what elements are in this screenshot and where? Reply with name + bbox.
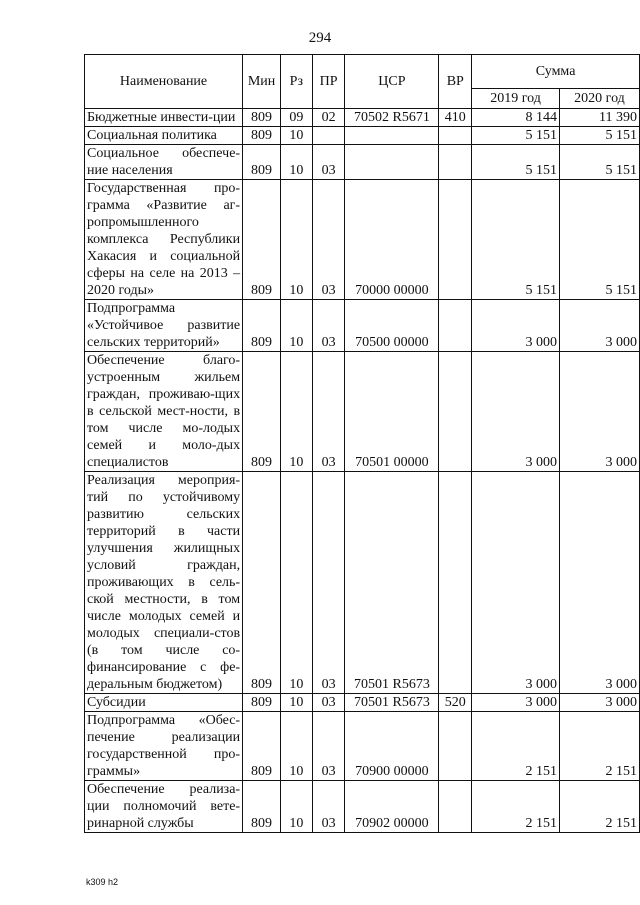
cell-pr: 03 xyxy=(312,180,345,300)
cell-rz: 10 xyxy=(280,127,312,145)
cell-name: Подпрограмма «Устойчивое развитие сельских территорий» xyxy=(85,300,243,352)
cell-vr xyxy=(439,352,472,472)
cell-csr: 70500 00000 xyxy=(345,300,439,352)
cell-2019: 5 151 xyxy=(472,180,560,300)
cell-pr: 03 xyxy=(312,352,345,472)
cell-csr xyxy=(345,145,439,180)
table-row xyxy=(85,781,640,833)
cell-rz: 10 xyxy=(280,712,312,781)
cell-csr: 70501 R5673 xyxy=(345,694,439,712)
table-row xyxy=(85,472,640,694)
cell-pr xyxy=(312,127,345,145)
header-pr: ПР xyxy=(312,55,345,109)
cell-2020: 3 000 xyxy=(559,694,639,712)
cell-pr: 02 xyxy=(312,109,345,127)
cell-csr: 70501 00000 xyxy=(345,352,439,472)
cell-2020: 2 151 xyxy=(559,712,639,781)
cell-2020: 11 390 xyxy=(559,109,639,127)
table-row xyxy=(85,145,640,180)
cell-2019: 5 151 xyxy=(472,127,560,145)
cell-2019: 8 144 xyxy=(472,109,560,127)
cell-min: 809 xyxy=(243,712,281,781)
table-row xyxy=(85,712,640,781)
header-rz: Рз xyxy=(280,55,312,109)
cell-2019: 2 151 xyxy=(472,781,560,833)
cell-min: 809 xyxy=(243,694,281,712)
cell-vr xyxy=(439,180,472,300)
cell-2020: 5 151 xyxy=(559,127,639,145)
cell-pr: 03 xyxy=(312,145,345,180)
cell-2019: 5 151 xyxy=(472,145,560,180)
cell-2020: 3 000 xyxy=(559,300,639,352)
cell-name: Бюджетные инвести-ции xyxy=(85,109,243,127)
header-vr: ВР xyxy=(439,55,472,109)
cell-min: 809 xyxy=(243,300,281,352)
cell-min: 809 xyxy=(243,781,281,833)
cell-csr: 70900 00000 xyxy=(345,712,439,781)
header-min: Мин xyxy=(243,55,281,109)
table-row xyxy=(85,352,640,472)
cell-pr: 03 xyxy=(312,472,345,694)
cell-vr xyxy=(439,127,472,145)
cell-csr: 70502 R5671 xyxy=(345,109,439,127)
cell-2020: 2 151 xyxy=(559,781,639,833)
cell-name: Социальное обеспече-ние населения xyxy=(85,145,243,180)
cell-vr: 520 xyxy=(439,694,472,712)
cell-csr: 70501 R5673 xyxy=(345,472,439,694)
cell-2020: 3 000 xyxy=(559,472,639,694)
cell-pr: 03 xyxy=(312,694,345,712)
cell-vr xyxy=(439,472,472,694)
cell-2019: 3 000 xyxy=(472,300,560,352)
cell-vr: 410 xyxy=(439,109,472,127)
cell-min: 809 xyxy=(243,180,281,300)
cell-name: Субсидии xyxy=(85,694,243,712)
footer-code: k309 h2 xyxy=(86,877,119,887)
table-row xyxy=(85,180,640,300)
cell-rz: 10 xyxy=(280,352,312,472)
cell-rz: 10 xyxy=(280,300,312,352)
cell-2020: 5 151 xyxy=(559,145,639,180)
page-number: 294 xyxy=(308,30,332,46)
cell-2019: 3 000 xyxy=(472,694,560,712)
cell-rz: 10 xyxy=(280,180,312,300)
cell-vr xyxy=(439,300,472,352)
cell-name: Обеспечение реализа-ции полномочий вете-ринарной службы xyxy=(85,781,243,833)
cell-2019: 3 000 xyxy=(472,352,560,472)
header-sum: Сумма xyxy=(472,55,640,89)
cell-name: Реализация мероприя-тий по устойчивому развитию сельских территорий в части улучшения жилищных условий граждан, проживающих в сель-ской местности, в том числе молодых семей и молодых специали-стов (в том числе со-финансирование с фе-деральным бюджетом) xyxy=(85,472,243,694)
cell-rz: 09 xyxy=(280,109,312,127)
header-year-2020: 2020 год xyxy=(559,89,639,109)
cell-name: Социальная политика xyxy=(85,127,243,145)
cell-2020: 5 151 xyxy=(559,180,639,300)
cell-pr: 03 xyxy=(312,300,345,352)
cell-vr xyxy=(439,781,472,833)
header-year-2019: 2019 год xyxy=(472,89,560,109)
cell-csr: 70000 00000 xyxy=(345,180,439,300)
header-csr: ЦСР xyxy=(345,55,439,109)
table-body xyxy=(85,109,640,833)
cell-2019: 3 000 xyxy=(472,472,560,694)
cell-pr: 03 xyxy=(312,712,345,781)
cell-min: 809 xyxy=(243,145,281,180)
cell-rz: 10 xyxy=(280,781,312,833)
table-row xyxy=(85,300,640,352)
budget-table xyxy=(84,54,640,833)
cell-min: 809 xyxy=(243,352,281,472)
cell-2019: 2 151 xyxy=(472,712,560,781)
cell-min: 809 xyxy=(243,127,281,145)
table-row xyxy=(85,127,640,145)
cell-name: Подпрограмма «Обес-печение реализации государственной про-граммы» xyxy=(85,712,243,781)
cell-2020: 3 000 xyxy=(559,352,639,472)
table-row xyxy=(85,694,640,712)
cell-rz: 10 xyxy=(280,145,312,180)
header-name: Наименование xyxy=(85,55,243,109)
table-row xyxy=(85,109,640,127)
cell-csr: 70902 00000 xyxy=(345,781,439,833)
cell-min: 809 xyxy=(243,109,281,127)
cell-rz: 10 xyxy=(280,472,312,694)
cell-name: Обеспечение благо-устроенным жильем граждан, проживаю-щих в сельской мест-ности, в том числе мо-лодых семей и моло-дых специалистов xyxy=(85,352,243,472)
cell-min: 809 xyxy=(243,472,281,694)
cell-vr xyxy=(439,712,472,781)
cell-pr: 03 xyxy=(312,781,345,833)
cell-rz: 10 xyxy=(280,694,312,712)
cell-vr xyxy=(439,145,472,180)
cell-name: Государственная про-грамма «Развитие аг-ропромышленного комплекса Республики Хакасия и социальной сферы на селе на 2013 – 2020 годы» xyxy=(85,180,243,300)
cell-csr xyxy=(345,127,439,145)
